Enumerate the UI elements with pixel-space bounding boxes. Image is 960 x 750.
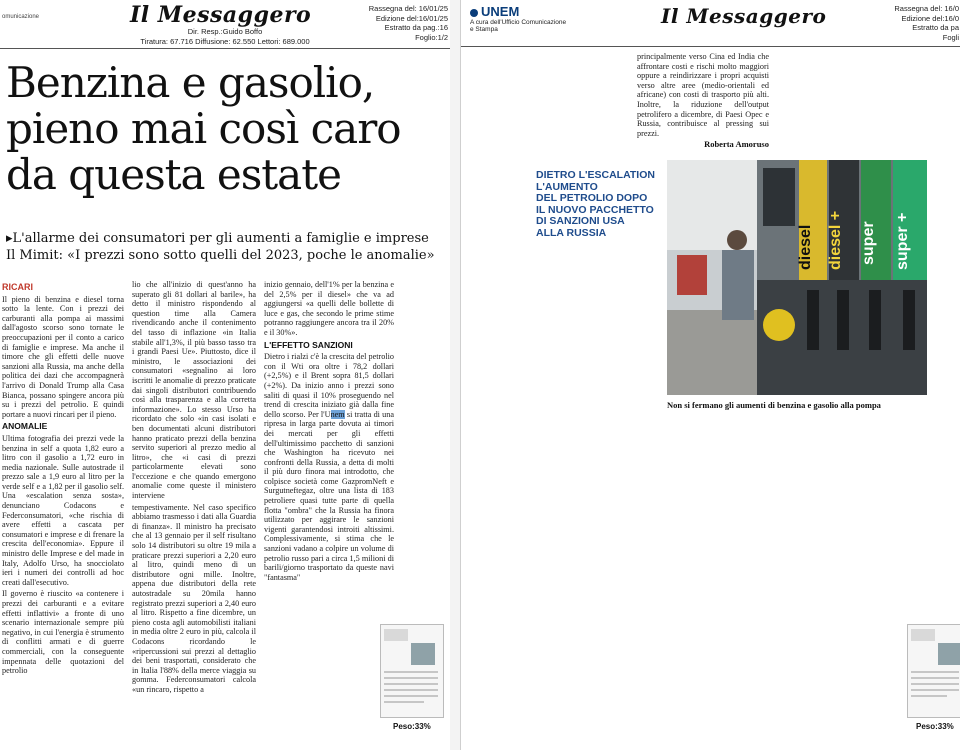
- callout-line-6: ALLA RUSSIA: [536, 226, 607, 239]
- rassegna-date: Rassegna del: 16/01/25: [368, 4, 448, 13]
- thumbnail-line: [911, 695, 947, 697]
- col3-paragraph-2: [264, 352, 394, 582]
- pump-display: [763, 168, 795, 226]
- col3-text-after: si tratta di una ripresa in larga parte dovuta ai timori dei mercati per gli effetti dell'ultimissimo pacchetto di sanzioni che Washington ha ricevuto nei confronti della Russia, a detta di molti il più duro finora mai introdotto, che colpisce società come GazpromNeft e Surgutneftegaz, oltre una lista di 183 petroliere quasi tutte parte di quella flotta "ombra" che la Russia ha finora utilizzato per aggirare le sanzioni vigenti garantendosi introiti altissimi. Complessivamente, si stima che le sanzioni vadano a colpire un volume di petrolio russo pari a circa 1,5 milioni di barili/giorno trasportato da queste navi "fantasma": [264, 409, 394, 582]
- thumbnail-line: [911, 677, 959, 679]
- thumbnail-line: [384, 689, 438, 691]
- unem-logo: [470, 4, 519, 19]
- col1-paragraph-3: Il governo è riuscito «a contenere i prezzi dei carburanti e a evitare effetti inflattivi» a fronte di uno scenario internazionale sempre più negativo, in cui l'energia è strumento di conflitti armati e di guerre commerciali, con la conseguente impennata delle quotazioni del petrolio: [2, 589, 124, 676]
- estratto-page-right: Estratto da pa: [912, 23, 959, 32]
- fuel-pump-photo: [667, 160, 927, 395]
- nozzle: [903, 290, 915, 350]
- headline: [6, 60, 446, 198]
- circulation-line: Tiratura: 67.716 Diffusione: 62.550 Lettori: 689.000: [140, 37, 310, 46]
- masthead: Il Messaggero: [130, 2, 312, 28]
- subhead-effetto-sanzioni: L'EFFETTO SANZIONI: [264, 339, 353, 350]
- nozzle: [807, 290, 819, 350]
- press-meta-right: [861, 4, 959, 42]
- label-super: super: [860, 221, 877, 265]
- agency-subtitle: [470, 19, 566, 33]
- thumbnail-photo-block: [938, 643, 960, 665]
- headline-line-2: pieno mai così caro: [6, 104, 401, 153]
- car-shape: [677, 255, 707, 295]
- col2-paragraph-2: tempestivamente. Nel caso specifico abbiamo trasmesso i dati alla Guardia di finanza». Il ministro ha precisato che al 13 gennaio per il self risultano solo 14 distributori su oltre 19 mila a praticare prezzi superiori a 2,20 euro al litro, quindi meno di un distributore ogni mille. Inoltre, appena due distributori della rete autostradale su 20mila hanno registrato prezzi superiori a 2,40 euro al litro. Rispetto a fine dicembre, un pieno costa agli automobilisti italiani in media oltre 2 euro in più, calcola il Codacons ricordando le «ripercussioni sui prezzi al dettaglio dei beni trasportati, considerato che in Italia l'88% della merce viaggia su gomma. Federconsumatori calcola «un rincaro, rispetto a: [132, 502, 256, 694]
- header-rule-right: [461, 46, 960, 47]
- thumbnail-headline-block: [384, 629, 408, 641]
- thumbnail-line: [911, 671, 959, 673]
- estratto-page: Estratto da pag.:16: [384, 23, 448, 32]
- director-line: Dir. Resp.:Guido Boffo: [187, 27, 263, 36]
- deck-line-2: Il Mimit: «I prezzi sono sotto quelli del 2023, poche le anomalie»: [6, 248, 435, 263]
- page-gap: [450, 0, 460, 750]
- thumbnail-line: [384, 671, 438, 673]
- peso-label: Peso:33%: [393, 722, 431, 731]
- foglio-number: Foglio:1/2: [415, 32, 448, 42]
- article-column-1: [2, 283, 124, 723]
- continuation-column: [637, 52, 769, 162]
- rassegna-date-right: Rassegna del: 16/0: [894, 4, 959, 13]
- attendant-head: [727, 230, 747, 250]
- foglio-number-right: Fogli: [942, 32, 959, 42]
- label-diesel-plus: diesel +: [827, 210, 844, 270]
- col3-paragraph-1: inizio gennaio, dell'1% per la benzina e del 2,5% per il diesel» che va ad aggiungersi «a quelli delle bollette di luce e gas, che secondo le prime stime potranno raggiungere ancora tra il 20% e il 30%».: [264, 280, 394, 337]
- nozzle: [837, 290, 849, 350]
- page-thumbnail: [380, 624, 444, 718]
- thumbnail-line: [384, 677, 438, 679]
- headline-line-1: Benzina e gasolio,: [6, 58, 375, 107]
- attendant-body: [722, 250, 754, 320]
- byline: Roberta Amoruso: [704, 139, 769, 150]
- agency-subtitle-line-2: e Stampa: [470, 26, 498, 33]
- callout-line-3: DEL PETROLIO DOPO: [536, 192, 648, 204]
- subhead-anomalie: ANOMALIE: [2, 421, 48, 432]
- page-thumbnail-right: [907, 624, 960, 718]
- photo-caption: Non si fermano gli aumenti di benzina e gasolio alla pompa: [667, 400, 881, 410]
- label-super-plus: super +: [894, 212, 911, 270]
- deck: [6, 230, 446, 264]
- thumbnail-headline-block: [911, 629, 935, 641]
- callout-line-2: L'AUMENTO: [536, 180, 598, 193]
- article-column-2: [132, 280, 256, 723]
- edizione-date-right: Edizione del:16/0: [901, 13, 959, 23]
- thumbnail-line: [911, 689, 959, 691]
- thumbnail-line: [384, 683, 438, 685]
- fuel-pump-illustration: [667, 160, 927, 395]
- agency-subtitle-line-1: A cura dell'Ufficio Comunicazione: [470, 19, 567, 26]
- highlighted-word: nem: [330, 409, 345, 419]
- callout-line-5: DI SANZIONI USA: [536, 215, 625, 227]
- callout-line-1: DIETRO L'ESCALATION: [536, 169, 655, 181]
- thumbnail-photo-block: [411, 643, 435, 665]
- thumbnail-line: [384, 695, 438, 697]
- article-column-3: [264, 280, 394, 590]
- kicker: RICARI: [2, 283, 33, 292]
- edizione-date: Edizione del:16/01/25: [375, 13, 448, 23]
- masthead-right: Il Messaggero: [661, 4, 827, 28]
- header-rule: [0, 48, 450, 49]
- thumbnail-line: [384, 701, 424, 703]
- callout-line-4: IL NUOVO PACCHETTO: [536, 203, 654, 216]
- col1-paragraph-1: Il pieno di benzina e diesel torna sotto la lente. Con i prezzi dei carburanti alla pompa ai massimi dall'agosto scorso sono tornate le preoccupazioni per il conto a carico di famiglie e imprese. Ma anche il timore che gli effetti delle nuove sanzioni alla Russia, ma anche della politica dei dazi che accompagnerà l'arrivo di Donald Trump alla Casa Bianca, possano spingere ancora più su i prezzi del petrolio. E quindi portare a nuovi rincari per il pieno.: [2, 294, 124, 419]
- headline-line-3: da questa estate: [6, 150, 341, 199]
- agency-fragment: omunicazione: [2, 14, 40, 20]
- col1-paragraph-2: Ultima fotografia dei prezzi vede la benzina in self a quota 1,82 euro a litro con il gasolio a 1,72 euro in media nazionale. Sulle autostrade il prezzo sale a 1,9 euro al litro per la verde self e a 1,82 per il gasolio self. Una «escalation senza sosta», denunciano Codacons e Federconsumatori, «che rischia di avere effetti a cascata per consumatori e imprese e di frenare la crescita dell'economia». Eppure il ministro delle Imprese e del made in Italy, Adolfo Urso, ha snocciolato ieri i numeri dei controlli ad hoc creati dall'esecutivo.: [2, 433, 124, 587]
- thumbnail-line: [911, 683, 959, 685]
- unem-logo-text: UNEM: [481, 4, 520, 19]
- left-page: [0, 0, 451, 750]
- eni-logo-icon: [763, 309, 795, 341]
- label-diesel: diesel: [797, 224, 814, 270]
- peso-label-right: Peso:33%: [916, 722, 954, 731]
- nozzle: [869, 290, 881, 350]
- col2-paragraph-1: lio che all'inizio di quest'anno ha superato gli 81 dollari al barile», ha detto il ministro rispondendo al question time alla Camera rivendicando anche il contenimento del tasso di inflazione «in Italia stabile all'1,3%, il più basso tasso tra i grandi Paesi Ue». Piuttosto, dice il ministro, le associazioni dei consumatori «segnalino ai loro iscritti le anomalie di prezzo praticate dai singoli distributori contribuendo così alla trasparenza e alla corretta informazione». Lo stesso Urso ha ricordato che solo «in casi isolati e ben documentati alcuni distributori hanno praticato prezzi della benzina servito superiori al prezzo medio al litro», che «i casi di prezzi particolarmente elevati sono l'eccezione e che quando emergono anomalie come queste il ministero interviene: [132, 280, 256, 501]
- continuation-paragraph: principalmente verso Cina ed India che affrontare costi e rischi molto maggiori oppure a reindirizzare i propri acquisti verso altre aree (medio-orientali ed africane) con costi di trasporto più alti. Inoltre, la riduzione dell'output petrolifero a dicembre, di Paesi Opec e Russia, contribuisce al pressing sui prezzi.: [637, 52, 769, 138]
- callout-box: [536, 170, 656, 239]
- press-meta: [330, 4, 448, 42]
- right-page: [460, 0, 960, 750]
- col3-text-before: Dietro i rialzi c'è la crescita del petrolio con il Wti ora oltre i 78,2 dollari (+2,5%) e il Brent sopra 81,5 dollari (+2%). Da inizio anno i prezzi sono saliti di quasi il 10% proseguendo nel trend di crescita iniziato già dalla fine dello scorso. Per l'U: [264, 352, 394, 419]
- deck-line-1: ▸L'allarme dei consumatori per gli aumenti a famiglie e imprese: [6, 231, 429, 246]
- unem-dot-icon: [470, 9, 478, 17]
